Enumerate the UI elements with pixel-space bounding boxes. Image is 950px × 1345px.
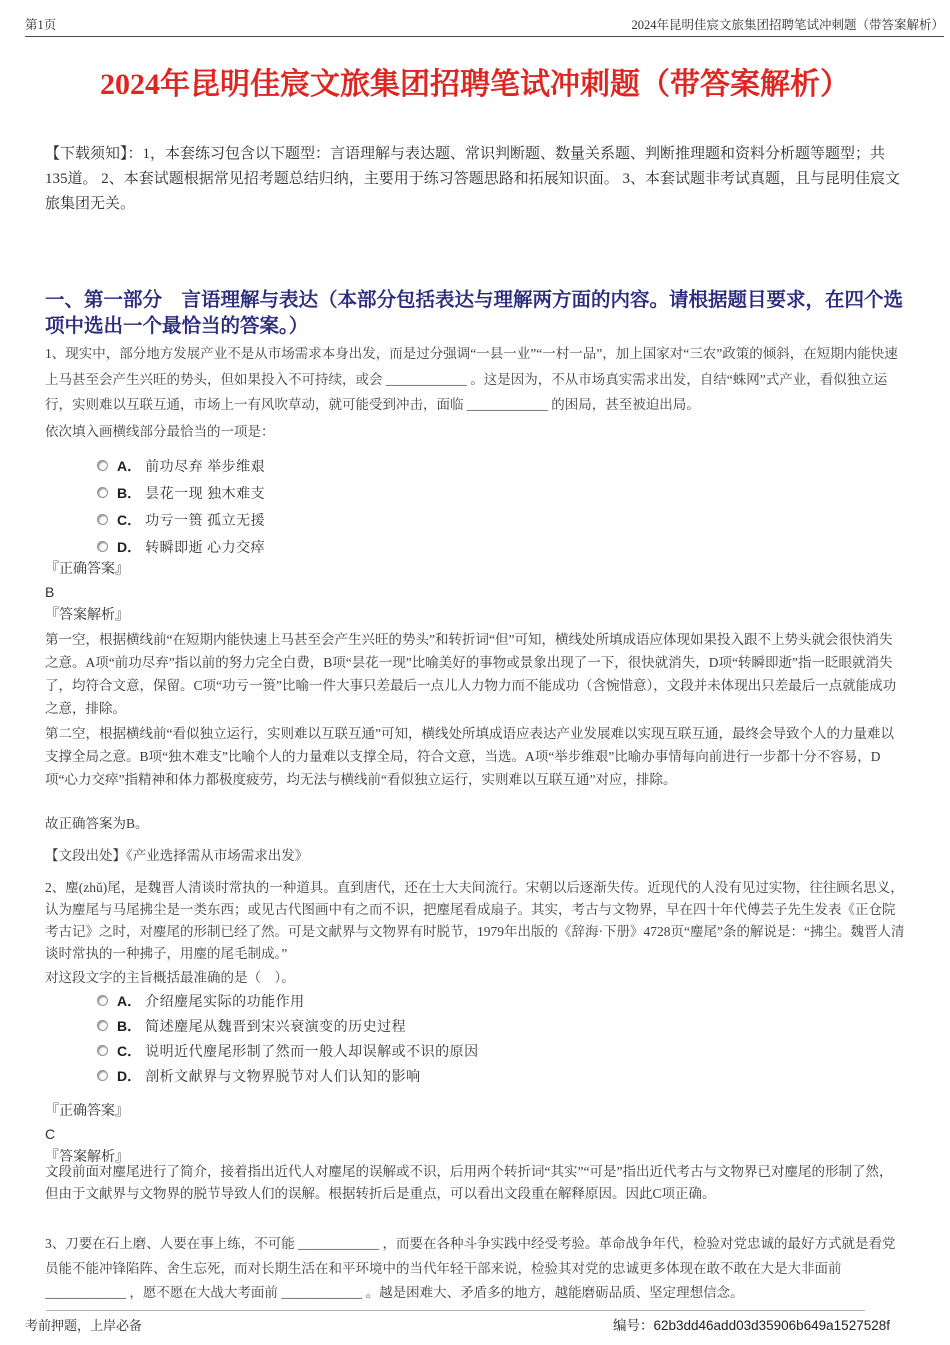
option-letter: C．	[117, 1042, 142, 1059]
question-2-prompt: 对这段文字的主旨概括最准确的是（ ）。	[45, 970, 295, 985]
correct-answer-label: 『正确答案』	[45, 562, 129, 577]
option-row-d[interactable]	[97, 1063, 905, 1088]
analysis-label: 『答案解析』	[45, 608, 129, 623]
radio-button[interactable]	[97, 1045, 108, 1056]
footer-slogan: 考前押题，上岸必备	[25, 1318, 143, 1333]
option-letter: D．	[117, 538, 142, 555]
radio-button[interactable]	[97, 514, 108, 525]
option-text: 转瞬即逝 心力交瘁	[145, 540, 266, 556]
header-doc-title: 2024年昆明佳宸文旅集团招聘笔试冲刺题（带答案解析）	[631, 18, 944, 32]
conclusion-text: 故正确答案为B。	[45, 816, 149, 831]
question-3-stem: 3、刀要在石上磨、人要在事上练，不可能 ____________ ，而要在各种斗争实践中经受考验。革命战争年代，检验对党忠诚的最好方式就是看党员能不能冲锋陷阵、舍生忘死，而对长期生活在和平环境中的当代年轻干部来说，检验其对党的忠诚更多体现在敢不敢在大是大非面前 ____________ ，愿不愿在大战大考面前 ____________ 。越是困难大、矛盾多的地方，越能磨砺品质、坚定理想信念。	[45, 1236, 896, 1300]
section-heading: 一、第一部分 言语理解与表达（本部分包括表达与理解两方面的内容。请根据题目要求，在四个选项中选出一个最恰当的答案。）	[45, 290, 904, 338]
correct-answer-value: C	[45, 1126, 56, 1142]
question-1-answer-block	[45, 558, 905, 627]
option-text: 功亏一篑 孤立无援	[145, 513, 266, 529]
correct-answer-label: 『正确答案』	[45, 1104, 129, 1119]
radio-button[interactable]	[97, 460, 108, 471]
question-2-answer-block	[45, 1100, 905, 1169]
option-row-a[interactable]	[97, 988, 905, 1013]
option-letter: A．	[117, 457, 142, 474]
option-row-d[interactable]	[97, 533, 905, 560]
option-text: 前功尽弃 举步维艰	[145, 459, 266, 475]
radio-button[interactable]	[97, 1070, 108, 1081]
footer-serial: 编号：62b3dd46add03d35906b649a1527528f	[612, 1318, 890, 1333]
option-row-c[interactable]	[97, 506, 905, 533]
question-1-stem: 1、现实中，部分地方发展产业不是从市场需求本身出发，而是过分强调“一县一业”“一村一品”，加上国家对“三农”政策的倾斜，在短期内能快速上马甚至会产生兴旺的势头，但如果投入不可持续，或会 ____________ 。这是因为，不从市场真实需求出发，自结“蛛网”式产业，看似独立运行，实则难以互联互通，市场上一有风吹草动，就可能受到冲击，面临 ____________ 的困局，甚至被迫出局。	[45, 346, 898, 412]
option-row-b[interactable]	[97, 1013, 905, 1038]
radio-button[interactable]	[97, 1020, 108, 1031]
option-row-c[interactable]	[97, 1038, 905, 1063]
option-letter: D．	[117, 1067, 142, 1084]
download-notice: 【下载须知】：1，本套练习包含以下题型：言语理解与表达题、常识判断题、数量关系题、判断推理题和资料分析题等题型；共135道。 2、本套试题根据常见招考题总结归纳，主要用于练习答题思路和拓展知识面。 3、本套试题非考试真题，且与昆明佳宸文旅集团无关。	[45, 146, 901, 212]
page-header	[25, 0, 944, 37]
option-text: 介绍麈尾实际的功能作用	[145, 994, 305, 1010]
analysis-paragraph: 第二空，根据横线前“看似独立运行，实则难以互联互通”可知，横线处所填成语应表达产业发展难以实现互联互通，最终会导致个人的力量难以支撑全局之意。B项“独木难支”比喻个人的力量难以支撑全局，符合文意，当选。A项“举步维艰”比喻办事情每向前进行一步都十分不容易，D项“心力交瘁”指精神和体力都极度疲劳，均无法与横线前“看似独立运行，实则难以互联互通”对应，排除。	[45, 726, 894, 787]
analysis-paragraph: 文段前面对麈尾进行了简介，接着指出近代人对麈尾的误解或不识，后用两个转折词“其实”“可是”指出近代考古与文物界已对麈尾的形制了然，但由于文献界与文物界的脱节导致人们的误解。根据转折后是重点，可以看出文段重在解释原因。因此C项正确。	[45, 1164, 893, 1201]
page-number: 第1页	[25, 18, 57, 32]
analysis-paragraph: 第一空，根据横线前“在短期内能快速上马甚至会产生兴旺的势头”和转折词“但”可知，横线处所填成语应体现如果投入跟不上势头就会很快消失之意。A项“前功尽弃”指以前的努力完全白费，B项“昙花一现”比喻美好的事物或景象出现了一下，很快就消失，D项“转瞬即逝”指一眨眼就消失了，均符合文意，保留。C项“功亏一篑”比喻一件大事只差最后一点儿人力物力而不能成功（含惋惜意），文段并未体现出只差最后一点就能成功之意，排除。	[45, 632, 897, 716]
radio-button[interactable]	[97, 995, 108, 1006]
question-1-prompt: 依次填入画横线部分最恰当的一项是：	[45, 424, 275, 439]
source-text: 【文段出处】《产业选择需从市场需求出发》	[45, 848, 309, 863]
option-row-b[interactable]	[97, 479, 905, 506]
analysis-label: 『答案解析』	[45, 1150, 129, 1165]
option-letter: B．	[117, 1017, 142, 1034]
question-1-options	[45, 452, 905, 560]
option-row-a[interactable]	[97, 452, 905, 479]
option-letter: C．	[117, 511, 142, 528]
document-title: 2024年昆明佳宸文旅集团招聘笔试冲刺题（带答案解析）	[100, 68, 850, 102]
page-footer	[25, 1314, 890, 1334]
question-2-stem: 2、麈(zhǔ)尾，是魏晋人清谈时常执的一种道具。直到唐代，还在士大夫间流行。宋朝以后逐渐失传。近现代的人没有见过实物，往往顾名思义，认为麈尾与马尾拂尘是一类东西；或见古代图画中有之而不识，把麈尾看成扇子。其实，考古与文物界，早在四十年代傅芸子先生发表《正仓院考古记》之时，对麈尾的形制已经了然。可是文献界与文物界有时脱节，1979年出版的《辞海·下册》4728页“麈尾”条的解说是：“拂尘。魏晋人清谈时常执的一种拂子，用麈的尾毛制成。”	[45, 880, 905, 961]
option-text: 剖析文献界与文物界脱节对人们认知的影响	[145, 1069, 421, 1085]
option-letter: A．	[117, 992, 142, 1009]
option-text: 简述麈尾从魏晋到宋兴衰演变的历史过程	[145, 1019, 407, 1035]
radio-button[interactable]	[97, 487, 108, 498]
option-text: 昙花一现 独木难支	[145, 486, 266, 502]
radio-button[interactable]	[97, 541, 108, 552]
option-text: 说明近代麈尾形制了然而一般人却误解或不识的原因	[145, 1044, 479, 1060]
question-2-options	[45, 988, 905, 1088]
correct-answer-value: B	[45, 584, 55, 600]
option-letter: B．	[117, 484, 142, 501]
footer-divider	[46, 1310, 865, 1311]
